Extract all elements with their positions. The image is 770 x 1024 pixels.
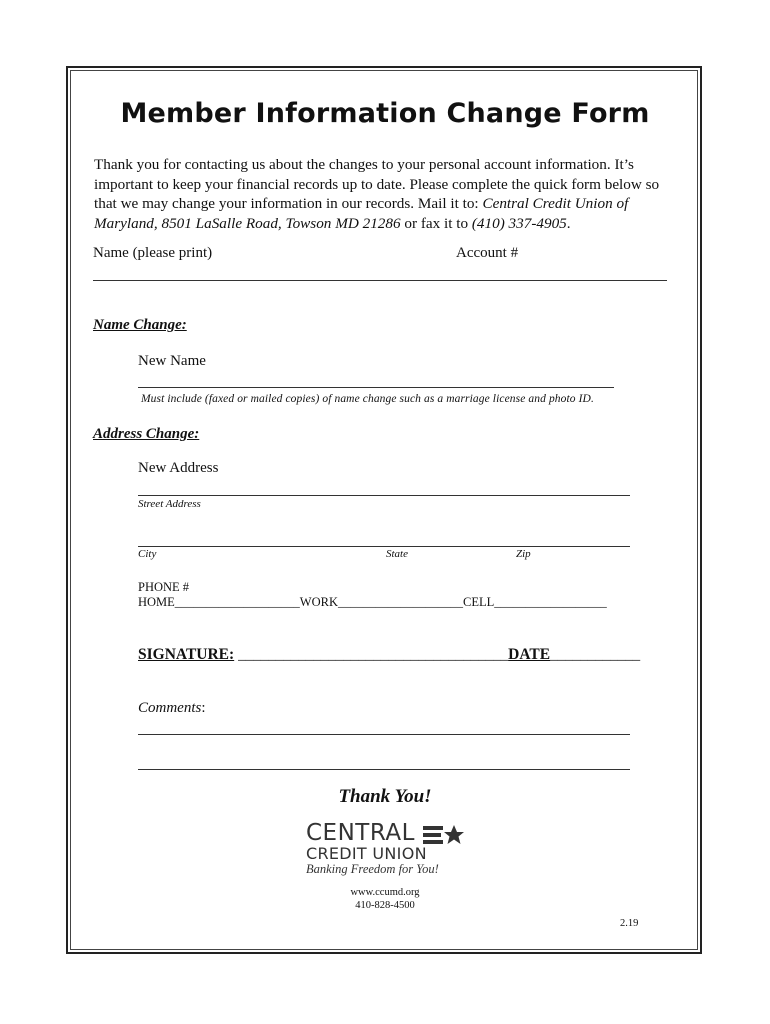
account-label: Account # [456, 245, 519, 261]
form-title: Member Information Change Form [120, 98, 650, 129]
new-name-field[interactable] [138, 387, 614, 388]
street-address-caption: Street Address [138, 498, 201, 510]
new-name-label: New Name [138, 353, 206, 369]
phone-number-text: 410-828-4500 [355, 900, 415, 911]
name-change-heading: Name Change: [93, 317, 187, 333]
comments-label: Comments: [138, 700, 206, 716]
date-field[interactable]: ____________ [550, 647, 641, 663]
city-caption: City [138, 548, 157, 560]
date-label: DATE [508, 646, 551, 663]
logo-central-text: CENTRAL [306, 820, 415, 846]
intro-paragraph: Thank you for contacting us about the changes to your personal account information. It’s important to keep your financial records up to date. Please complete the quick form below so that we may change your information in our records. Mail it to: Central Credit Union of Maryland, 8501 LaSalle Road, Towson MD 21286 or fax it to (410) 337-4905. [94, 156, 660, 232]
website-text: www.ccumd.org [350, 887, 420, 898]
name-label: Name (please print) [93, 245, 213, 261]
signature-field[interactable]: ____________________________________ [238, 647, 509, 663]
logo-credit-union-text: CREDIT UNION [306, 844, 427, 863]
comments-line-2[interactable] [138, 769, 630, 770]
signature-row [138, 646, 640, 664]
new-address-label: New Address [138, 460, 219, 476]
credit-union-logo [306, 820, 476, 880]
city-state-zip-field[interactable] [138, 546, 630, 547]
state-caption: State [386, 548, 408, 560]
zip-caption: Zip [516, 548, 531, 560]
name-account-field[interactable] [93, 280, 667, 281]
fax-number: (410) 337-4905 [471, 214, 567, 232]
comments-line-1[interactable] [138, 734, 630, 735]
street-address-field[interactable] [138, 495, 630, 496]
thank-you-text: Thank You! [338, 786, 432, 807]
name-change-note: Must include (faxed or mailed copies) of name change such as a marriage license and photo ID. [141, 393, 594, 405]
logo-tagline: Banking Freedom for You! [306, 862, 439, 876]
phone-numbers-field[interactable]: HOME____________________WORK____________________CELL__________________ [138, 595, 607, 609]
phone-label: PHONE # [138, 580, 190, 594]
mailing-address: Central Credit Union of Maryland, 8501 LaSalle Road, Towson MD 21286 [94, 195, 629, 232]
form-version: 2.19 [620, 918, 639, 929]
address-change-heading: Address Change: [93, 426, 200, 442]
star-flag-icon [423, 824, 465, 846]
signature-label: SIGNATURE: [138, 646, 235, 663]
